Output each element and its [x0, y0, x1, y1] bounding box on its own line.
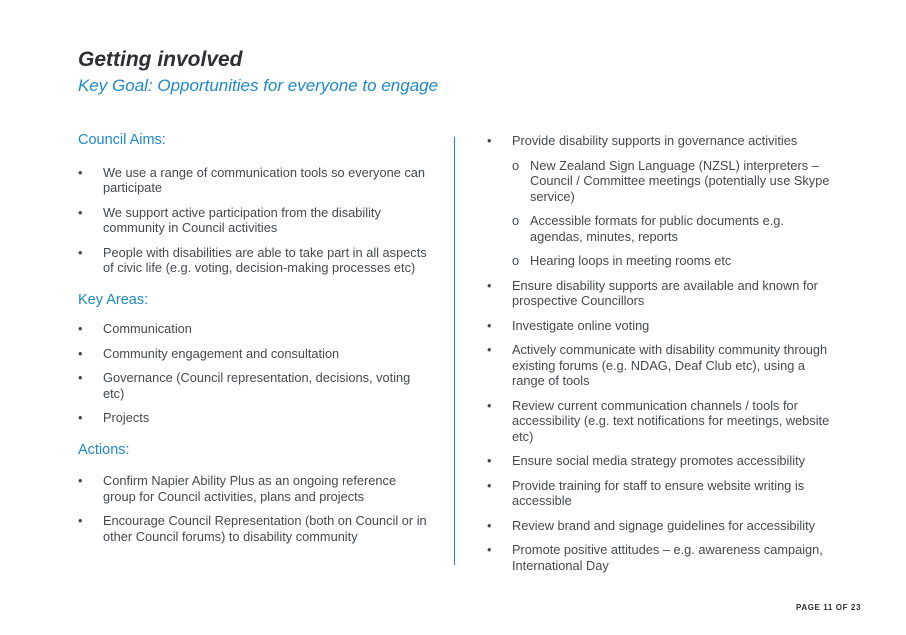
council-aims-heading: Council Aims: — [78, 132, 166, 148]
council-aims-list — [78, 165, 428, 276]
page-subtitle: Key Goal: Opportunities for everyone to engage — [78, 76, 439, 95]
actions-list — [78, 473, 428, 544]
left-column — [78, 133, 428, 544]
list-item: • Confirm Napier Ability Plus as an ongoing reference group for Council activities, plans and projects — [78, 473, 428, 504]
key-areas-list — [78, 321, 428, 426]
list-item: • Investigate online voting — [487, 318, 837, 334]
list-item: • We use a range of communication tools so everyone can participate — [78, 165, 428, 196]
list-item: • Review brand and signage guidelines for accessibility — [487, 518, 837, 534]
list-item: • Communication — [78, 321, 428, 337]
list-item: • Actively communicate with disability community through existing forums (e.g. NDAG, Deaf Club etc), using a range of tools — [487, 342, 837, 389]
list-item: • Projects — [78, 410, 428, 426]
page-number: PAGE 11 OF 23 — [796, 603, 862, 612]
list-item: • People with disabilities are able to take part in all aspects of civic life (e.g. voting, decision-making processes etc) — [78, 245, 428, 276]
right-column — [487, 133, 837, 573]
page-title: Getting involved — [78, 48, 243, 71]
list-item: • Ensure social media strategy promotes accessibility — [487, 453, 837, 469]
list-item: • Provide training for staff to ensure website writing is accessible — [487, 478, 837, 509]
list-item: • Review current communication channels / tools for accessibility (e.g. text notifications for meetings, website etc) — [487, 398, 837, 445]
sub-list-item: o Hearing loops in meeting rooms etc — [487, 253, 837, 269]
sub-list-item: o Accessible formats for public documents e.g. agendas, minutes, reports — [487, 213, 837, 244]
list-item: • We support active participation from the disability community in Council activities — [78, 205, 428, 236]
sub-list-item: o New Zealand Sign Language (NZSL) interpreters – Council / Committee meetings (potentially use Skype service) — [487, 158, 837, 205]
list-item: • Promote positive attitudes – e.g. awareness campaign, International Day — [487, 542, 837, 573]
key-areas-heading: Key Areas: — [78, 291, 149, 308]
actions-heading: Actions: — [78, 441, 130, 458]
right-list — [487, 133, 837, 573]
list-item: • Ensure disability supports are available and known for prospective Councillors — [487, 278, 837, 309]
list-item: • Provide disability supports in governance activities — [487, 133, 837, 149]
list-item: • Governance (Council representation, decisions, voting etc) — [78, 370, 428, 401]
list-item: • Community engagement and consultation — [78, 346, 428, 362]
list-item: • Encourage Council Representation (both on Council or in other Council forums) to disability community — [78, 513, 428, 544]
column-divider — [454, 137, 455, 565]
